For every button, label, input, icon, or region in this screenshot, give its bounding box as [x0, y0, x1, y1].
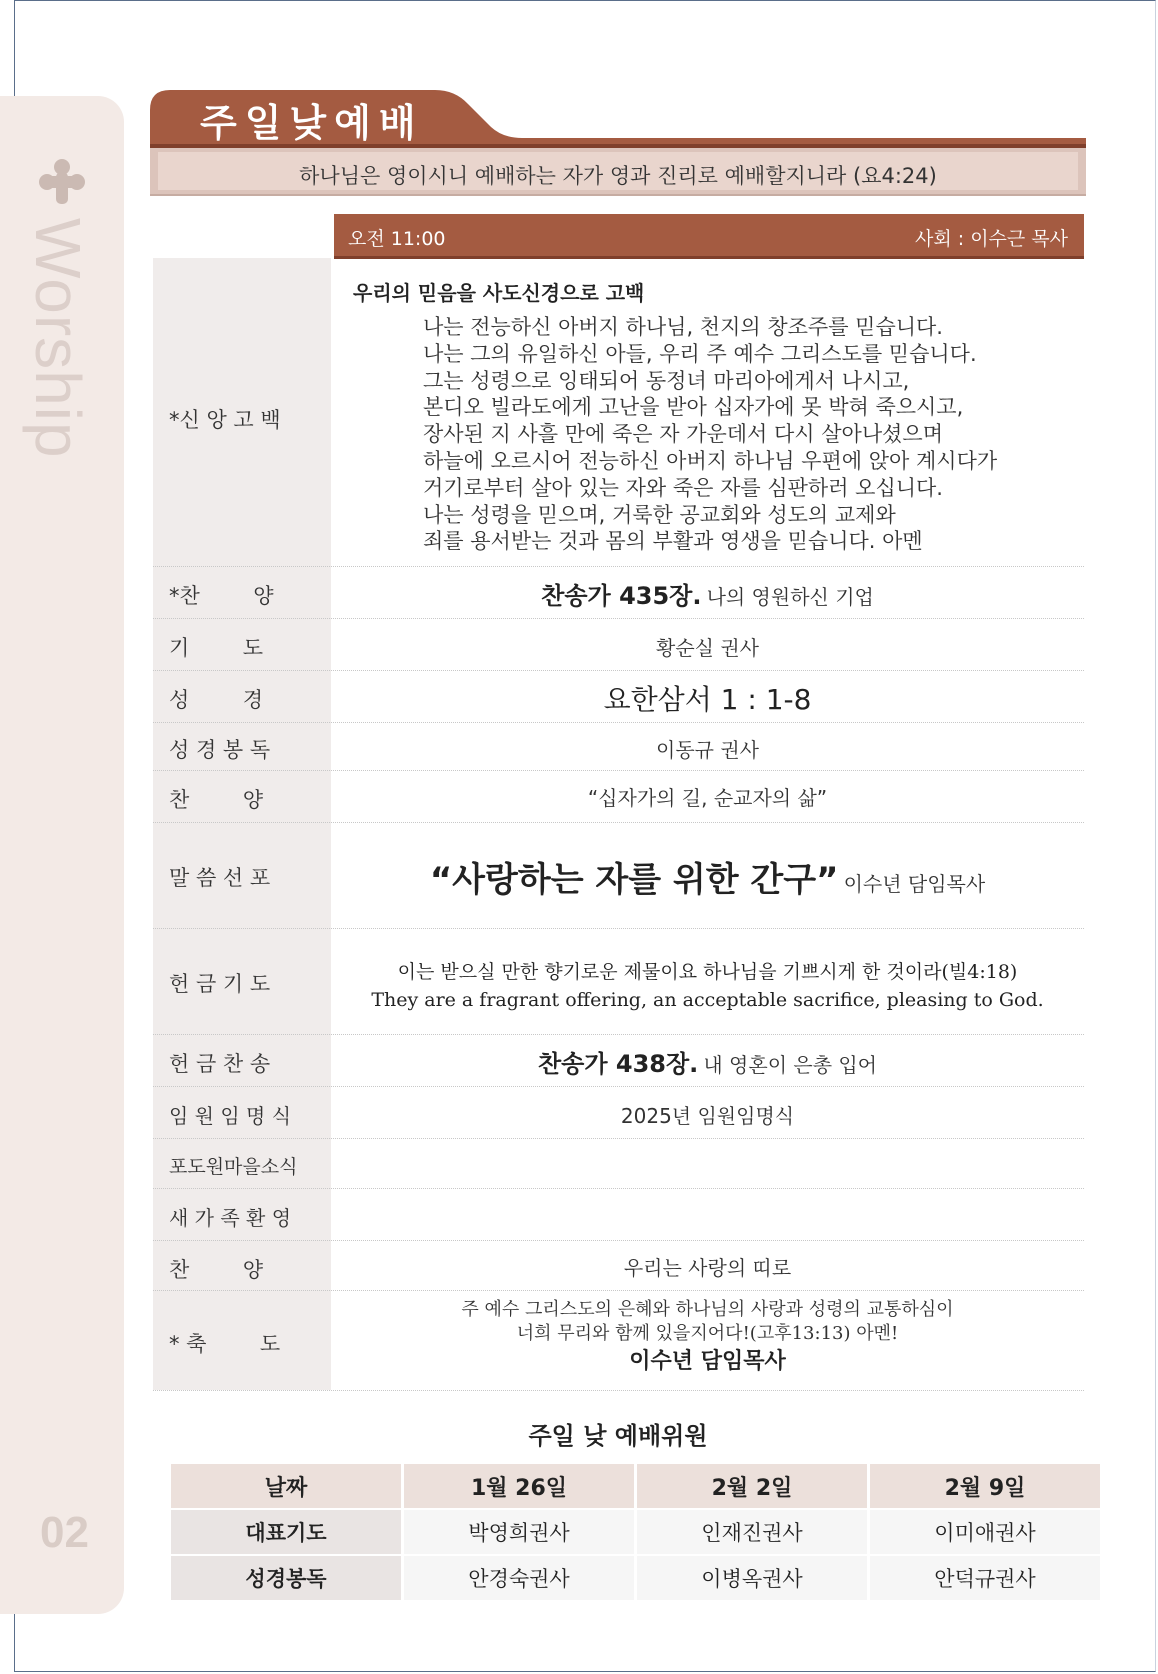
closing-hymn-title: 우리는 사랑의 띠로 — [623, 1256, 792, 1280]
service-time: 오전 11:00 — [348, 228, 446, 250]
theme-verse: 하나님은 영이시니 예배하는 자가 영과 진리로 예배할지니라 (요4:24) — [299, 164, 937, 188]
clover-cross-icon — [38, 158, 86, 206]
prayer-leader: 황순실 권사 — [656, 636, 759, 660]
hymn-title: 내 영혼이 은총 입어 — [703, 1053, 878, 1077]
hymn-title: 나의 영원하신 기업 — [706, 585, 874, 609]
order-row-reading — [153, 722, 1084, 771]
scripture-reference: 요한삼서 1 : 1-8 — [603, 683, 812, 716]
committee-cell: 이병옥권사 — [637, 1556, 867, 1600]
order-row-offering-hymn — [153, 1034, 1084, 1087]
creed-line: 나는 그의 유일하신 아들, 우리 주 예수 그리스도를 믿습니다. — [423, 341, 977, 366]
page-number: 02 — [40, 1508, 89, 1557]
benediction-text — [331, 1298, 1084, 1378]
committee-header-cell: 2월 2일 — [637, 1464, 867, 1508]
order-label: 성 경 — [169, 688, 263, 712]
order-label: *찬 양 — [169, 584, 274, 608]
order-row-anthem — [153, 770, 1084, 823]
order-row-vineyard-news — [153, 1138, 1084, 1189]
order-row-welcome — [153, 1188, 1084, 1241]
committee-row — [171, 1556, 1100, 1600]
reading-leader: 이동규 권사 — [656, 738, 759, 762]
order-label: *신 앙 고 백 — [169, 408, 281, 432]
order-label: 성 경 봉 독 — [169, 738, 271, 762]
order-label: 헌 금 찬 송 — [169, 1052, 271, 1076]
service-time-bar — [334, 214, 1084, 259]
order-row-benediction — [153, 1290, 1084, 1391]
creed-line: 그는 성령으로 잉태되어 동정녀 마리아에게서 나시고, — [423, 368, 910, 393]
order-row-offering-prayer — [153, 928, 1084, 1035]
order-label: 기 도 — [169, 636, 263, 660]
benediction-pastor: 이수년 담임목사 — [629, 1349, 786, 1374]
order-row-installation — [153, 1086, 1084, 1139]
committee-cell: 이미애권사 — [870, 1510, 1100, 1554]
committee-row-label: 성경봉독 — [171, 1556, 401, 1600]
committee-header-cell: 2월 9일 — [870, 1464, 1100, 1508]
committee-cell: 안덕규권사 — [870, 1556, 1100, 1600]
creed-line: 나는 성령을 믿으며, 거룩한 공교회와 성도의 교제와 — [423, 502, 896, 527]
order-row-hymn-closing — [153, 1240, 1084, 1291]
hymn-number: 찬송가 435장. — [541, 582, 702, 610]
sermon-preacher: 이수년 담임목사 — [843, 872, 986, 896]
order-row-scripture — [153, 670, 1084, 723]
committee-row-label: 대표기도 — [171, 1510, 401, 1554]
order-row-sermon — [153, 822, 1084, 929]
hymn-number: 찬송가 438장. — [537, 1050, 699, 1078]
sermon-info — [331, 852, 1084, 901]
installation-text: 2025년 임원임명식 — [620, 1104, 795, 1128]
committee-header-row — [171, 1464, 1100, 1508]
order-label: 새 가 족 환 영 — [169, 1206, 292, 1230]
service-leader: 사회 : 이수근 목사 — [915, 228, 1068, 250]
creed-line: 하늘에 오르시어 전능하신 아버지 하나님 우편에 앉아 계시다가 — [423, 448, 998, 473]
order-row-hymn — [153, 566, 1084, 619]
creed-line: 죄를 용서받는 것과 몸의 부활과 영생을 믿습니다. 아멘 — [423, 529, 923, 554]
creed-line: 나는 전능하신 아버지 하나님, 천지의 창조주를 믿습니다. — [423, 315, 943, 339]
committee-cell: 박영희권사 — [404, 1510, 634, 1554]
creed-title: 우리의 믿음을 사도신경으로 고백 — [353, 281, 645, 305]
committee-cell: 인재진권사 — [637, 1510, 867, 1554]
creed-line: 장사된 지 사흘 만에 죽은 자 가운데서 다시 살아나셨으며 — [423, 422, 943, 447]
order-label: 말 씀 선 포 — [169, 866, 271, 890]
offering-verse-korean: 이는 받으실 만한 향기로운 제물이요 하나님을 기쁘시게 한 것이라(빌4:18) — [397, 961, 1018, 983]
committee-cell: 안경숙권사 — [404, 1556, 634, 1600]
order-label: 임 원 임 명 식 — [169, 1104, 292, 1128]
creed-line: 거기로부터 살아 있는 자와 죽은 자를 심판하러 오십니다. — [423, 475, 943, 500]
order-label: * 축 도 — [169, 1332, 281, 1356]
creed-line: 본디오 빌라도에게 고난을 받아 십자가에 못 박혀 죽으시고, — [423, 395, 964, 420]
anthem-title: “십자가의 길, 순교자의 삶” — [587, 786, 828, 810]
offering-verse-english: They are a fragrant offering, an acceptable sacrifice, pleasing to God. — [371, 989, 1044, 1011]
order-label: 찬 양 — [169, 788, 263, 812]
order-label: 헌 금 기 도 — [169, 972, 271, 996]
order-label: 찬 양 — [169, 1258, 263, 1282]
verse-band — [150, 148, 1086, 196]
order-label: 포도원마을소식 — [169, 1156, 298, 1178]
sermon-title: “사랑하는 자를 위한 간구” — [429, 860, 839, 900]
benediction-line: 너희 무리와 함께 있을지어다!(고후13:13) 아멘! — [516, 1323, 899, 1344]
offering-hymn-info — [331, 1044, 1084, 1079]
committee-table — [168, 1462, 1103, 1602]
committee-title: 주일 낮 예배위원 — [528, 1422, 708, 1450]
benediction-line: 주 예수 그리스도의 은혜와 하나님의 사랑과 성령의 교통하심이 — [461, 1299, 954, 1320]
offering-verse — [331, 958, 1084, 1014]
committee-row — [171, 1510, 1100, 1554]
committee-header-cell: 1월 26일 — [404, 1464, 634, 1508]
side-section-word: Worship — [22, 218, 94, 459]
hymn-info — [331, 576, 1084, 611]
order-row-prayer — [153, 618, 1084, 671]
committee-header-cell: 날짜 — [171, 1464, 401, 1508]
page-title: 주일낮예배 — [200, 101, 424, 145]
creed-text — [423, 314, 997, 555]
